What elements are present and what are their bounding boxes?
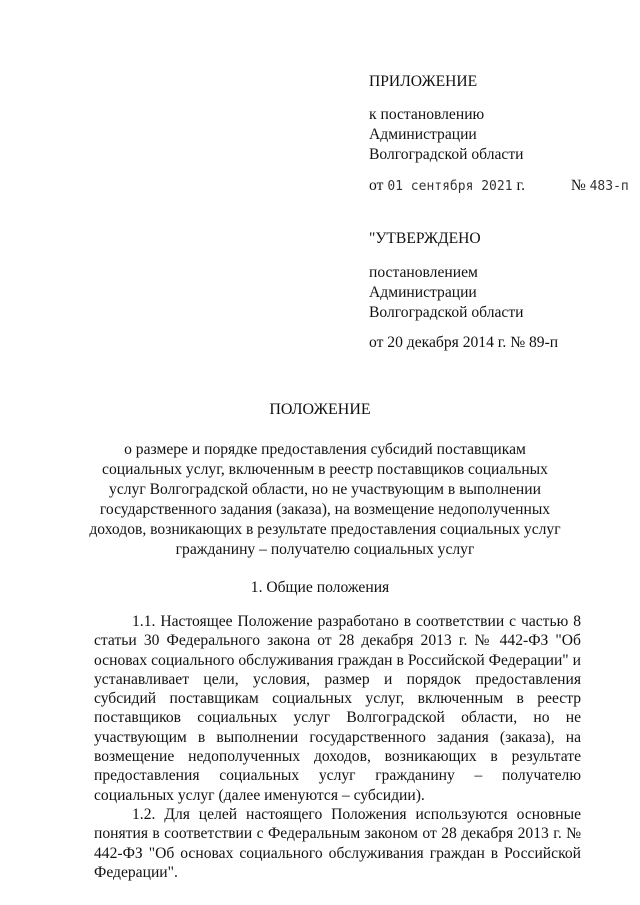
appendix-number-label: №	[570, 177, 586, 194]
subtitle-line: гражданину – получателю социальных услуг	[175, 541, 475, 558]
appendix-date-handwritten: 01 сентября 2021	[387, 179, 513, 194]
approved-title: "УТВЕРЖДЕНО	[369, 230, 481, 247]
subtitle-line: доходов, возникающих в результате предоставления социальных услуг	[89, 521, 561, 538]
appendix-line-1: к постановлению	[369, 106, 485, 123]
approved-date-line: от 20 декабря 2014 г. № 89-п	[369, 334, 559, 351]
approved-line-1: постановлением	[369, 264, 478, 281]
subtitle-line: о размере и порядке предоставления субсидий поставщикам	[124, 441, 526, 458]
approved-line-2: Администрации	[369, 284, 477, 301]
appendix-block	[369, 72, 477, 92]
document-body	[94, 612, 581, 882]
appendix-details	[369, 105, 524, 165]
appendix-line-2: Администрации	[369, 126, 477, 143]
appendix-from-label: от	[369, 177, 384, 194]
document-title: ПОЛОЖЕНИЕ	[269, 401, 371, 418]
approved-line-3: Волгоградской области	[369, 304, 524, 321]
section-title: 1. Общие положения	[250, 579, 390, 596]
appendix-title: ПРИЛОЖЕНИЕ	[369, 73, 478, 90]
paragraph-1-1: 1.1. Настоящее Положение разработано в соответствии с частью 8 статьи 30 Федерального закона от 28 декабря 2013 г. № 442-ФЗ "Об основах социального обслуживания граждан в Российской Федерации" и устанавливает цели, условия, размер и порядок предоставления субсидий поставщикам социальных услуг, включенным в реестр поставщиков социальных услуг Волгоградской области, но не участвующим в выполнении государственного задания (заказа), на возмещение недополученных доходов, возникающих в результате предоставления социальных услуг гражданину – получателю социальных услуг (далее именуются – субсидии).	[94, 613, 581, 804]
document-subtitle	[80, 440, 570, 560]
appendix-year-suffix: г.	[516, 177, 525, 194]
appendix-date-line	[369, 176, 629, 197]
subtitle-line: социальных услуг, включенным в реестр поставщиков социальных	[102, 461, 548, 478]
subtitle-line: государственного задания (заказа), на возмещение недополученных	[99, 501, 551, 518]
subtitle-line: услуг Волгоградской области, но не участвующим в выполнении	[109, 481, 541, 498]
paragraph-1-2: 1.2. Для целей настоящего Положения используются основные понятия в соответствии с Федеральным законом от 28 декабря 2013 г. № 442-ФЗ "Об основах социального обслуживания граждан в Российской Федерации".	[94, 805, 581, 881]
appendix-line-3: Волгоградской области	[369, 146, 524, 163]
approved-details	[369, 263, 524, 323]
appendix-number-handwritten: 483-п	[589, 179, 629, 194]
